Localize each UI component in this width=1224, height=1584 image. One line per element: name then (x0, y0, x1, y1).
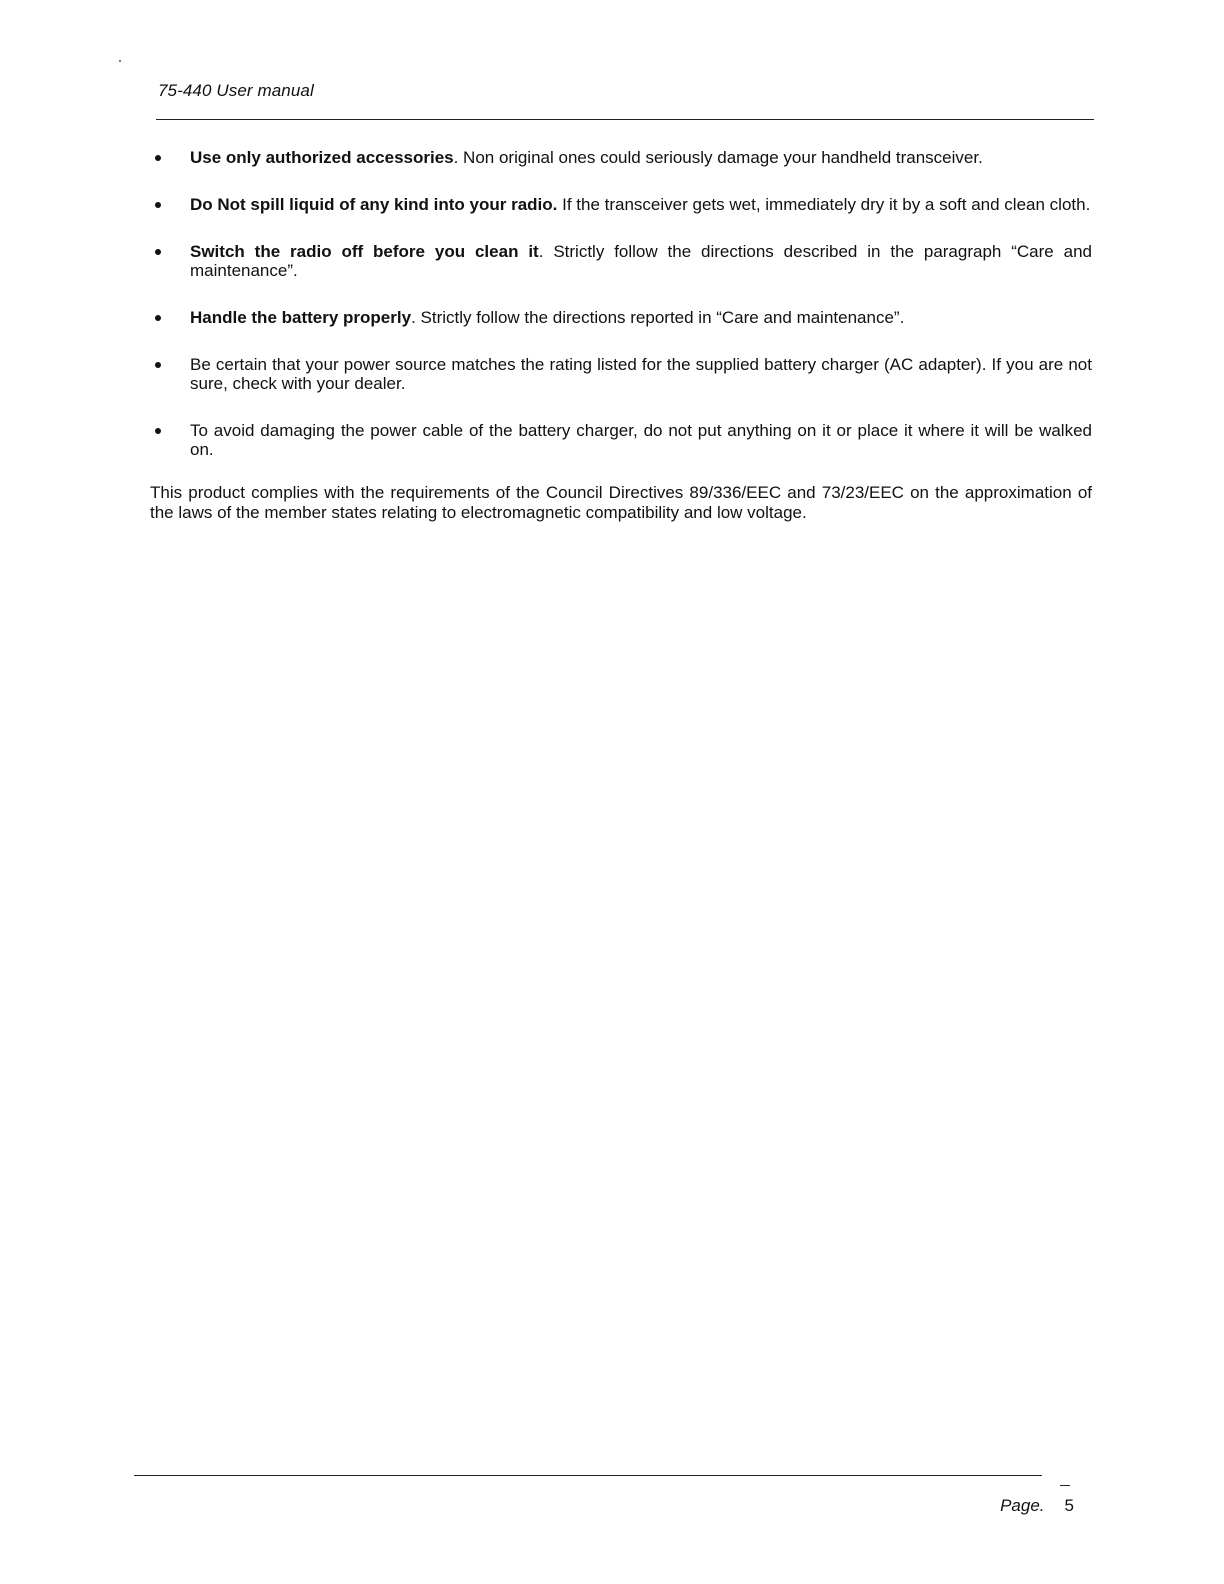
bullet-text: Be certain that your power source matches the rating listed for the supplied battery charger (AC adapter). If you are not sure, check with your dealer. (190, 355, 1092, 393)
footer-tick-mark (1060, 1485, 1070, 1486)
bullet-lead: Switch the radio off before you clean it (190, 242, 539, 261)
page-footer (1000, 1496, 1074, 1516)
footer-divider (134, 1475, 1042, 1476)
bullet-lead: Use only authorized accessories (190, 148, 454, 167)
bullet-lead: Handle the battery properly (190, 308, 412, 327)
bullet-icon (155, 362, 161, 368)
list-item (150, 308, 1092, 327)
page-number: 5 (1064, 1496, 1074, 1515)
page-label: Page. (1000, 1496, 1045, 1515)
bullet-text: . Non original ones could seriously damage your handheld transceiver. (453, 148, 983, 167)
bullet-icon (155, 249, 161, 255)
list-item (150, 355, 1092, 393)
bullet-text: . Strictly follow the directions described in the paragraph “Care and maintenance”. (190, 242, 1092, 280)
list-item (150, 148, 1092, 167)
header-title: 75-440 User manual (158, 81, 314, 100)
compliance-statement: This product complies with the requirements of the Council Directives 89/336/EEC and 73/23/EEC on the approximation of the laws of the member states relating to electromagnetic compatibility and low voltage. (150, 483, 1092, 522)
page-speck (119, 60, 121, 62)
list-item (150, 242, 1092, 280)
bullet-icon (155, 315, 161, 321)
bullet-lead: Do Not spill liquid of any kind into your radio. (190, 195, 558, 214)
page-header (156, 81, 1094, 120)
bullet-icon (155, 155, 161, 161)
bullet-icon (155, 428, 161, 434)
bullet-icon (155, 202, 161, 208)
page-content (150, 148, 1092, 540)
bullet-text: To avoid damaging the power cable of the battery charger, do not put anything on it or place it where it will be walked on. (190, 421, 1092, 459)
bullet-text: If the transceiver gets wet, immediately dry it by a soft and clean cloth. (557, 195, 1091, 214)
list-item (150, 421, 1092, 459)
list-item (150, 195, 1092, 214)
bullet-text: . Strictly follow the directions reported in “Care and maintenance”. (411, 308, 905, 327)
safety-bullet-list (150, 148, 1092, 459)
